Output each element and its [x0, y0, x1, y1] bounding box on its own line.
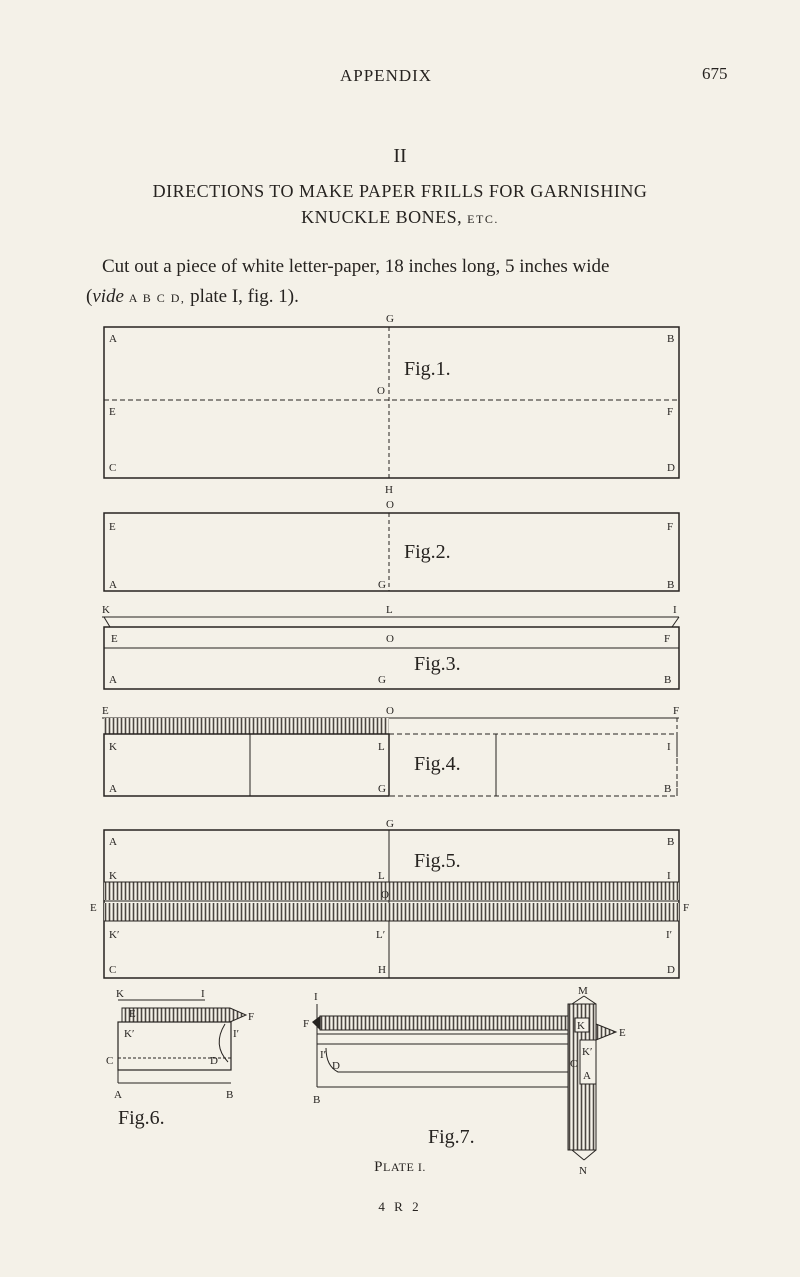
- fig3-label-l: L: [386, 604, 393, 616]
- heading-line2-text: KNUCKLE BONES,: [301, 207, 463, 227]
- intro-line2: (vide A B C D, plate I, fig. 1).: [86, 286, 299, 307]
- fig7-caption: Fig.7.: [428, 1126, 475, 1148]
- fig4-label-e: E: [102, 705, 109, 717]
- fig2-label-o: O: [386, 499, 394, 511]
- fig6-label-e: E: [129, 1008, 136, 1020]
- fig2-label-a: A: [109, 579, 117, 591]
- fig5-label-a: A: [109, 836, 117, 848]
- heading-etc: ETC.: [467, 212, 499, 226]
- fig3-label-e: E: [111, 633, 118, 645]
- intro-vide: vide: [92, 286, 124, 307]
- figure-2: [104, 499, 679, 591]
- fig4-caption: Fig.4.: [414, 753, 461, 775]
- fig5-label-o: O: [381, 889, 389, 901]
- fig1-label-f: F: [667, 406, 674, 418]
- fig2-label-e: E: [109, 521, 116, 533]
- running-title: APPENDIX: [340, 66, 433, 85]
- fig6-label-a: A: [114, 1089, 122, 1101]
- fig7-label-d: D: [332, 1060, 340, 1072]
- fig3-caption: Fig.3.: [414, 653, 461, 675]
- fig3-label-o: O: [386, 633, 394, 645]
- fig5-label-d: D: [667, 964, 675, 976]
- fig6-label-k: K: [116, 988, 124, 1000]
- plate-caption-rest: LATE I.: [383, 1160, 426, 1174]
- fig1-label-b: B: [667, 333, 675, 345]
- fig5-label-i: I: [667, 870, 671, 882]
- fig7-label-e: E: [619, 1027, 626, 1039]
- fig3-label-a: A: [109, 674, 117, 686]
- fig6-label-b: B: [226, 1089, 234, 1101]
- fig5-label-k: K: [109, 870, 117, 882]
- fig7-label-m: M: [578, 985, 588, 997]
- fig7-label-i2: I′: [320, 1049, 327, 1061]
- fig5-label-l2: L′: [376, 929, 386, 941]
- fig5-label-i2: I′: [666, 929, 673, 941]
- fig4-label-f: F: [673, 705, 680, 717]
- fig4-label-b: B: [664, 783, 672, 795]
- fig6-caption: Fig.6.: [118, 1107, 165, 1129]
- fig2-label-f: F: [667, 521, 674, 533]
- fig1-label-c: C: [109, 462, 117, 474]
- intro-letters: A B C D,: [128, 291, 186, 305]
- fig7-label-n: N: [579, 1165, 587, 1177]
- printer-signature: 4 R 2: [378, 1199, 422, 1214]
- fig5-label-f: F: [683, 902, 690, 914]
- fig3-label-f: F: [664, 633, 671, 645]
- fig1-label-h: H: [385, 484, 393, 496]
- section-heading-line1: DIRECTIONS TO MAKE PAPER FRILLS FOR GARNISHING: [152, 181, 648, 201]
- fig6-label-c: C: [106, 1055, 114, 1067]
- fig4-label-l: L: [378, 741, 385, 753]
- fig7-label-a: A: [583, 1070, 591, 1082]
- section-number: II: [393, 145, 407, 167]
- fig5-label-k2: K′: [109, 929, 120, 941]
- fig4-label-g: G: [378, 783, 386, 795]
- fig6-label-d: D: [210, 1055, 218, 1067]
- fig7-label-c: C: [570, 1058, 578, 1070]
- figure-5: [90, 818, 689, 978]
- fig2-label-g: G: [378, 579, 386, 591]
- fig6-label-k2: K′: [124, 1028, 135, 1040]
- fig5-label-c: C: [109, 964, 117, 976]
- fig6-label-i2: I′: [233, 1028, 240, 1040]
- fig1-label-g: G: [386, 313, 394, 325]
- fig7-label-b: B: [313, 1094, 321, 1106]
- fig1-caption: Fig.1.: [404, 358, 451, 380]
- fig4-label-k: K: [109, 741, 117, 753]
- plate-caption-initial: P: [374, 1159, 383, 1175]
- figure-6: [106, 988, 254, 1129]
- figure-1: [104, 313, 679, 496]
- fig7-label-k: K: [577, 1020, 585, 1032]
- fig1-label-a: A: [109, 333, 117, 345]
- fig4-label-i: I: [667, 741, 671, 753]
- fig2-label-b: B: [667, 579, 675, 591]
- fig4-label-a: A: [109, 783, 117, 795]
- fig6-label-i: I: [201, 988, 205, 1000]
- fig1-label-e: E: [109, 406, 116, 418]
- fig5-label-e: E: [90, 902, 97, 914]
- fig7-label-k2: K′: [582, 1046, 593, 1058]
- fig5-label-b: B: [667, 836, 675, 848]
- intro-line1: Cut out a piece of white letter-paper, 18 inches long, 5 inches wide: [102, 256, 610, 277]
- fig5-label-g: G: [386, 818, 394, 830]
- fig1-label-d: D: [667, 462, 675, 474]
- fig1-label-o: O: [377, 385, 385, 397]
- fig5-label-l: L: [378, 870, 385, 882]
- fig5-caption: Fig.5.: [414, 850, 461, 872]
- figure-7: [303, 985, 626, 1177]
- fig3-label-b: B: [664, 674, 672, 686]
- fig7-label-f: F: [303, 1018, 310, 1030]
- fig3-label-i: I: [673, 604, 677, 616]
- page-number: 675: [702, 64, 728, 83]
- figure-4: [102, 705, 679, 796]
- fig3-label-g: G: [378, 674, 386, 686]
- intro-rest: plate I, fig. 1).: [190, 286, 299, 307]
- fig4-label-o: O: [386, 705, 394, 717]
- fig7-label-i: I: [314, 991, 318, 1003]
- fig2-caption: Fig.2.: [404, 541, 451, 563]
- plate-caption: [0, 1159, 800, 1176]
- fig3-label-k: K: [102, 604, 110, 616]
- fig5-label-h: H: [378, 964, 386, 976]
- fig6-label-f: F: [248, 1011, 255, 1023]
- figure-3: [102, 604, 679, 689]
